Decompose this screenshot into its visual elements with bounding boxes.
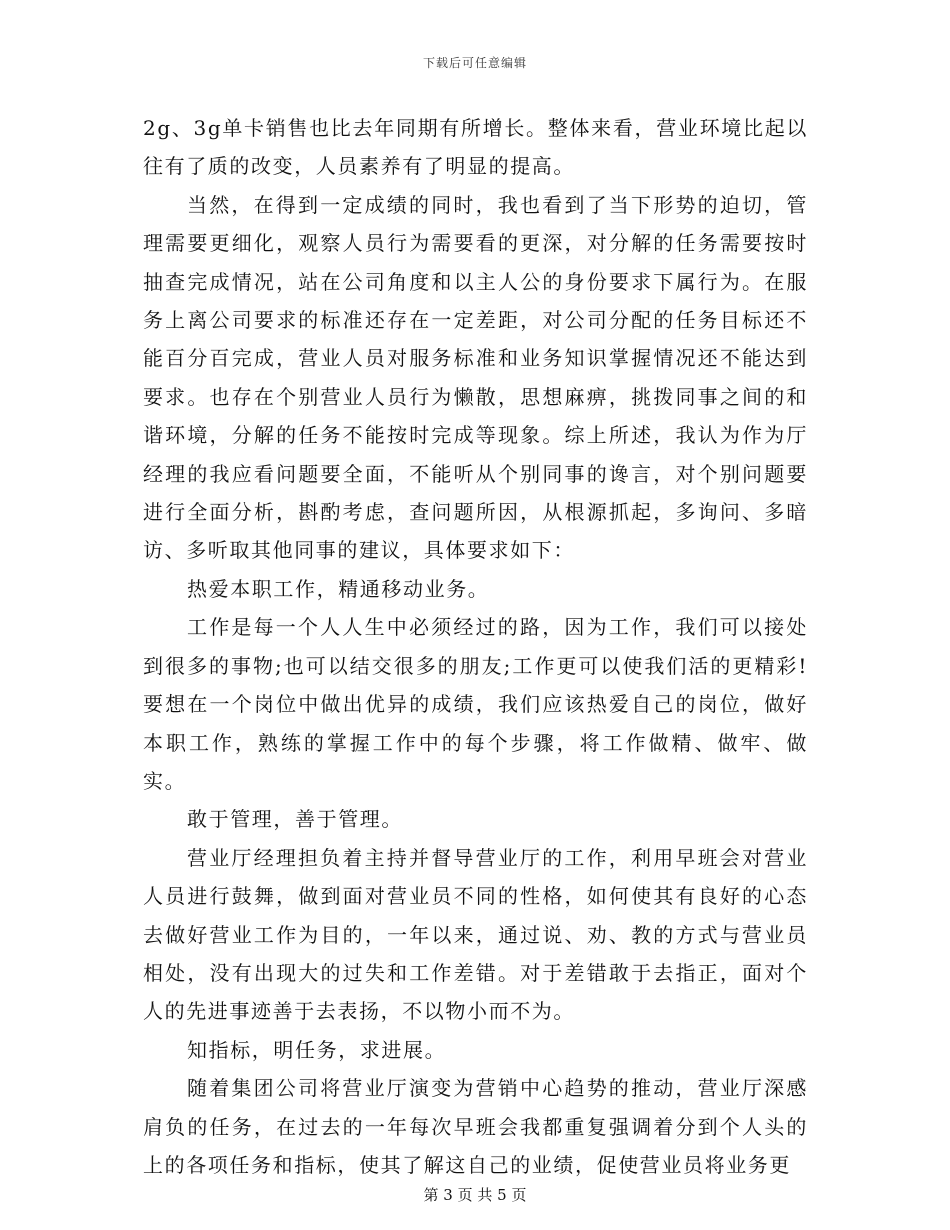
page-header: 下载后可任意编辑	[422, 56, 527, 70]
document-body	[143, 109, 808, 1184]
paragraph: 工作是每一个人人生中必须经过的路，因为工作，我们可以接处到很多的事物;也可以结交很多的朋友;工作更可以使我们活的更精彩!要想在一个岗位中做出优异的成绩，我们应该热爱自己的岗位，做好本职工作，熟练的掌握工作中的每个步骤，将工作做精、做牢、做实。	[143, 615, 808, 793]
paragraph: 当然，在得到一定成绩的同时，我也看到了当下形势的迫切，管理需要更细化，观察人员行为需要看的更深，对分解的任务需要按时抽查完成情况，站在公司角度和以主人公的身份要求下属行为。在服务上离公司要求的标准还存在一定差距，对公司分配的任务目标还不能百分百完成，营业人员对服务标准和业务知识掌握情况还不能达到要求。也存在个别营业人员行为懒散，思想麻痹，挑拨同事之间的和谐环境，分解的任务不能按时完成等现象。综上所述，我认为作为厅经理的我应看问题要全面，不能听从个别同事的谗言，对个别问题要进行全面分析，斟酌考虑，查问题所因，从根源抓起，多询问、多暗访、多听取其他同事的建议，具体要求如下：	[143, 192, 808, 563]
paragraph-heading: 知指标，明任务，求进展。	[187, 1037, 447, 1062]
paragraph: 随着集团公司将营业厅演变为营销中心趋势的推动，营业厅深感肩负的任务，在过去的一年每次早班会我都重复强调着分到个人头的上的各项任务和指标，使其了解这自己的业绩，促使营业员将业务更	[143, 1076, 808, 1177]
paragraph: 2g、3g单卡销售也比去年同期有所增长。整体来看，营业环境比起以往有了质的改变，人员素养有了明显的提高。	[143, 116, 808, 179]
paragraph: 营业厅经理担负着主持并督导营业厅的工作，利用早班会对营业人员进行鼓舞，做到面对营业员不同的性格，如何使其有良好的心态去做好营业工作为目的，一年以来，通过说、劝、教的方式与营业员相处，没有出现大的过失和工作差错。对于差错敢于去指正，面对个人的先进事迹善于去表扬，不以物小而不为。	[143, 845, 808, 1024]
paragraph-heading: 热爱本职工作，精通移动业务。	[187, 576, 490, 601]
page-number-footer: 第 3 页 共 5 页	[423, 1186, 527, 1204]
paragraph-heading: 敢于管理，善于管理。	[187, 807, 403, 832]
